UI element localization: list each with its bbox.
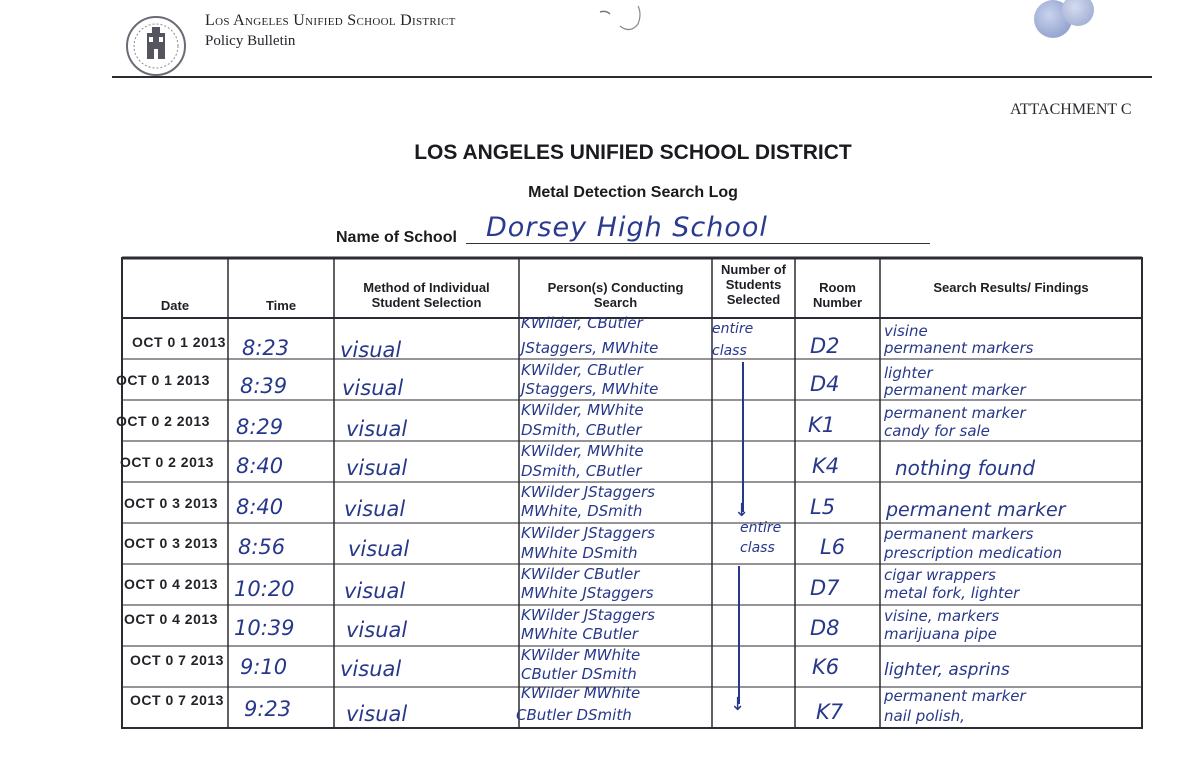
column-header-results: Search Results/ Findings	[933, 280, 1089, 295]
time-entry: 8:23	[242, 336, 290, 360]
persons-entry-line-1: KWilder MWhite	[521, 684, 641, 702]
method-entry: visual	[342, 376, 404, 400]
date-stamp: OCT 0 3 2013	[124, 535, 218, 551]
letterhead-district: Los Angeles Unified School District	[205, 12, 456, 29]
room-entry: D2	[810, 334, 840, 358]
column-header-date: Date	[160, 298, 190, 313]
persons-entry-line-1: KWilder, MWhite	[521, 401, 644, 419]
persons-entry-line-1: KWilder JStaggers	[521, 483, 655, 501]
result-entry-line-1: permanent markers	[884, 525, 1034, 543]
time-entry: 10:20	[234, 577, 295, 601]
persons-entry-line-2: CButler DSmith	[516, 706, 632, 724]
persons-entry-line-2: DSmith, CButler	[521, 421, 642, 439]
persons-entry-line-2: DSmith, CButler	[521, 462, 642, 480]
persons-entry-line-2: JStaggers, MWhite	[521, 339, 659, 357]
persons-entry-line-2: JStaggers, MWhite	[521, 380, 659, 398]
time-entry: 9:23	[244, 697, 292, 721]
room-entry: D7	[810, 576, 840, 600]
result-entry-line-2: metal fork, lighter	[884, 584, 1020, 602]
result-entry-line-1: permanent marker	[884, 687, 1026, 705]
result-entry-line-2: prescription medication	[884, 544, 1063, 562]
continuation-arrow-line	[738, 566, 740, 704]
date-stamp: OCT 0 4 2013	[124, 611, 218, 627]
persons-entry-line-2: MWhite DSmith	[521, 544, 638, 562]
form-title: LOS ANGELES UNIFIED SCHOOL DISTRICT	[414, 141, 852, 164]
result-entry-line-2: marijuana pipe	[884, 625, 997, 643]
persons-entry-line-1: KWilder, CButler	[521, 361, 643, 379]
room-entry: D4	[810, 372, 840, 396]
result-entry-line-1: permanent marker	[884, 404, 1026, 422]
result-entry-line-1: lighter, asprins	[884, 660, 1010, 680]
room-entry: L6	[820, 535, 846, 559]
room-entry: K7	[816, 700, 844, 724]
column-header-persons: Person(s) Conducting Search	[547, 280, 684, 310]
result-entry-line-2: candy for sale	[884, 422, 990, 440]
result-entry-line-2: permanent marker	[884, 381, 1026, 399]
persons-entry-line-1: KWilder, CButler	[521, 314, 643, 332]
room-entry: L5	[810, 495, 836, 519]
date-stamp: OCT 0 7 2013	[130, 652, 224, 668]
time-entry: 8:40	[236, 495, 284, 519]
persons-entry-line-2: MWhite, DSmith	[521, 502, 643, 520]
date-stamp: OCT 0 2 2013	[120, 454, 214, 470]
method-entry: visual	[340, 657, 402, 681]
result-entry-line-1: cigar wrappers	[884, 566, 996, 584]
school-name-label: Name of School	[336, 229, 457, 246]
persons-entry-line-1: KWilder MWhite	[521, 646, 641, 664]
column-header-time: Time	[265, 298, 297, 313]
persons-entry-line-1: KWilder JStaggers	[521, 606, 655, 624]
attachment-label: ATTACHMENT C	[1010, 101, 1132, 118]
room-entry: K4	[812, 454, 840, 478]
persons-entry-line-2: CButler DSmith	[521, 665, 637, 683]
continuation-arrow-head: ↓	[730, 694, 746, 715]
room-entry: D8	[810, 616, 840, 640]
method-entry: visual	[346, 618, 408, 642]
time-entry: 8:39	[240, 374, 288, 398]
column-header-room: Room Number	[812, 280, 863, 310]
date-stamp: OCT 0 7 2013	[130, 692, 224, 708]
result-entry-line-1: visine, markers	[884, 607, 1000, 625]
persons-entry-line-2: MWhite CButler	[521, 625, 639, 643]
time-entry: 8:56	[238, 535, 286, 559]
persons-entry-line-1: KWilder CButler	[521, 565, 640, 583]
time-entry: 8:29	[236, 415, 284, 439]
continuation-arrow-line	[742, 362, 744, 512]
date-stamp: OCT 0 1 2013	[132, 334, 226, 350]
persons-entry-line-1: KWilder, MWhite	[521, 442, 644, 460]
method-entry: visual	[340, 338, 402, 362]
students-entry: entire class	[712, 321, 754, 359]
room-entry: K6	[812, 655, 840, 679]
method-entry: visual	[344, 497, 406, 521]
method-entry: visual	[346, 417, 408, 441]
method-entry: visual	[344, 579, 406, 603]
room-entry: K1	[808, 413, 836, 437]
persons-entry-line-1: KWilder JStaggers	[521, 524, 655, 542]
date-stamp: OCT 0 4 2013	[124, 576, 218, 592]
method-entry: visual	[348, 537, 410, 561]
time-entry: 10:39	[234, 616, 295, 640]
result-entry-line-2: permanent markers	[884, 339, 1034, 357]
persons-entry-line-2: MWhite JStaggers	[521, 584, 654, 602]
date-stamp: OCT 0 2 2013	[116, 413, 210, 429]
column-header-students: Number of Students Selected	[721, 262, 786, 307]
school-name-value: Dorsey High School	[486, 212, 768, 243]
time-entry: 8:40	[236, 454, 284, 478]
column-header-method: Method of Individual Student Selection	[363, 280, 490, 310]
letterhead-bulletin: Policy Bulletin	[205, 33, 296, 49]
method-entry: visual	[346, 702, 408, 726]
result-entry-line-2: nail polish,	[884, 707, 965, 725]
date-stamp: OCT 0 3 2013	[124, 495, 218, 511]
continuation-arrow-head: ↓	[734, 500, 750, 521]
result-entry-line-1: permanent marker	[886, 499, 1066, 521]
date-stamp: OCT 0 1 2013	[116, 372, 210, 388]
result-entry-line-1: lighter	[884, 364, 933, 382]
students-entry: entire class	[740, 520, 782, 556]
form-subtitle: Metal Detection Search Log	[528, 184, 738, 201]
result-entry-line-1: visine	[884, 322, 928, 340]
method-entry: visual	[346, 456, 408, 480]
result-entry-line-1: nothing found	[895, 456, 1036, 480]
time-entry: 9:10	[240, 655, 288, 679]
